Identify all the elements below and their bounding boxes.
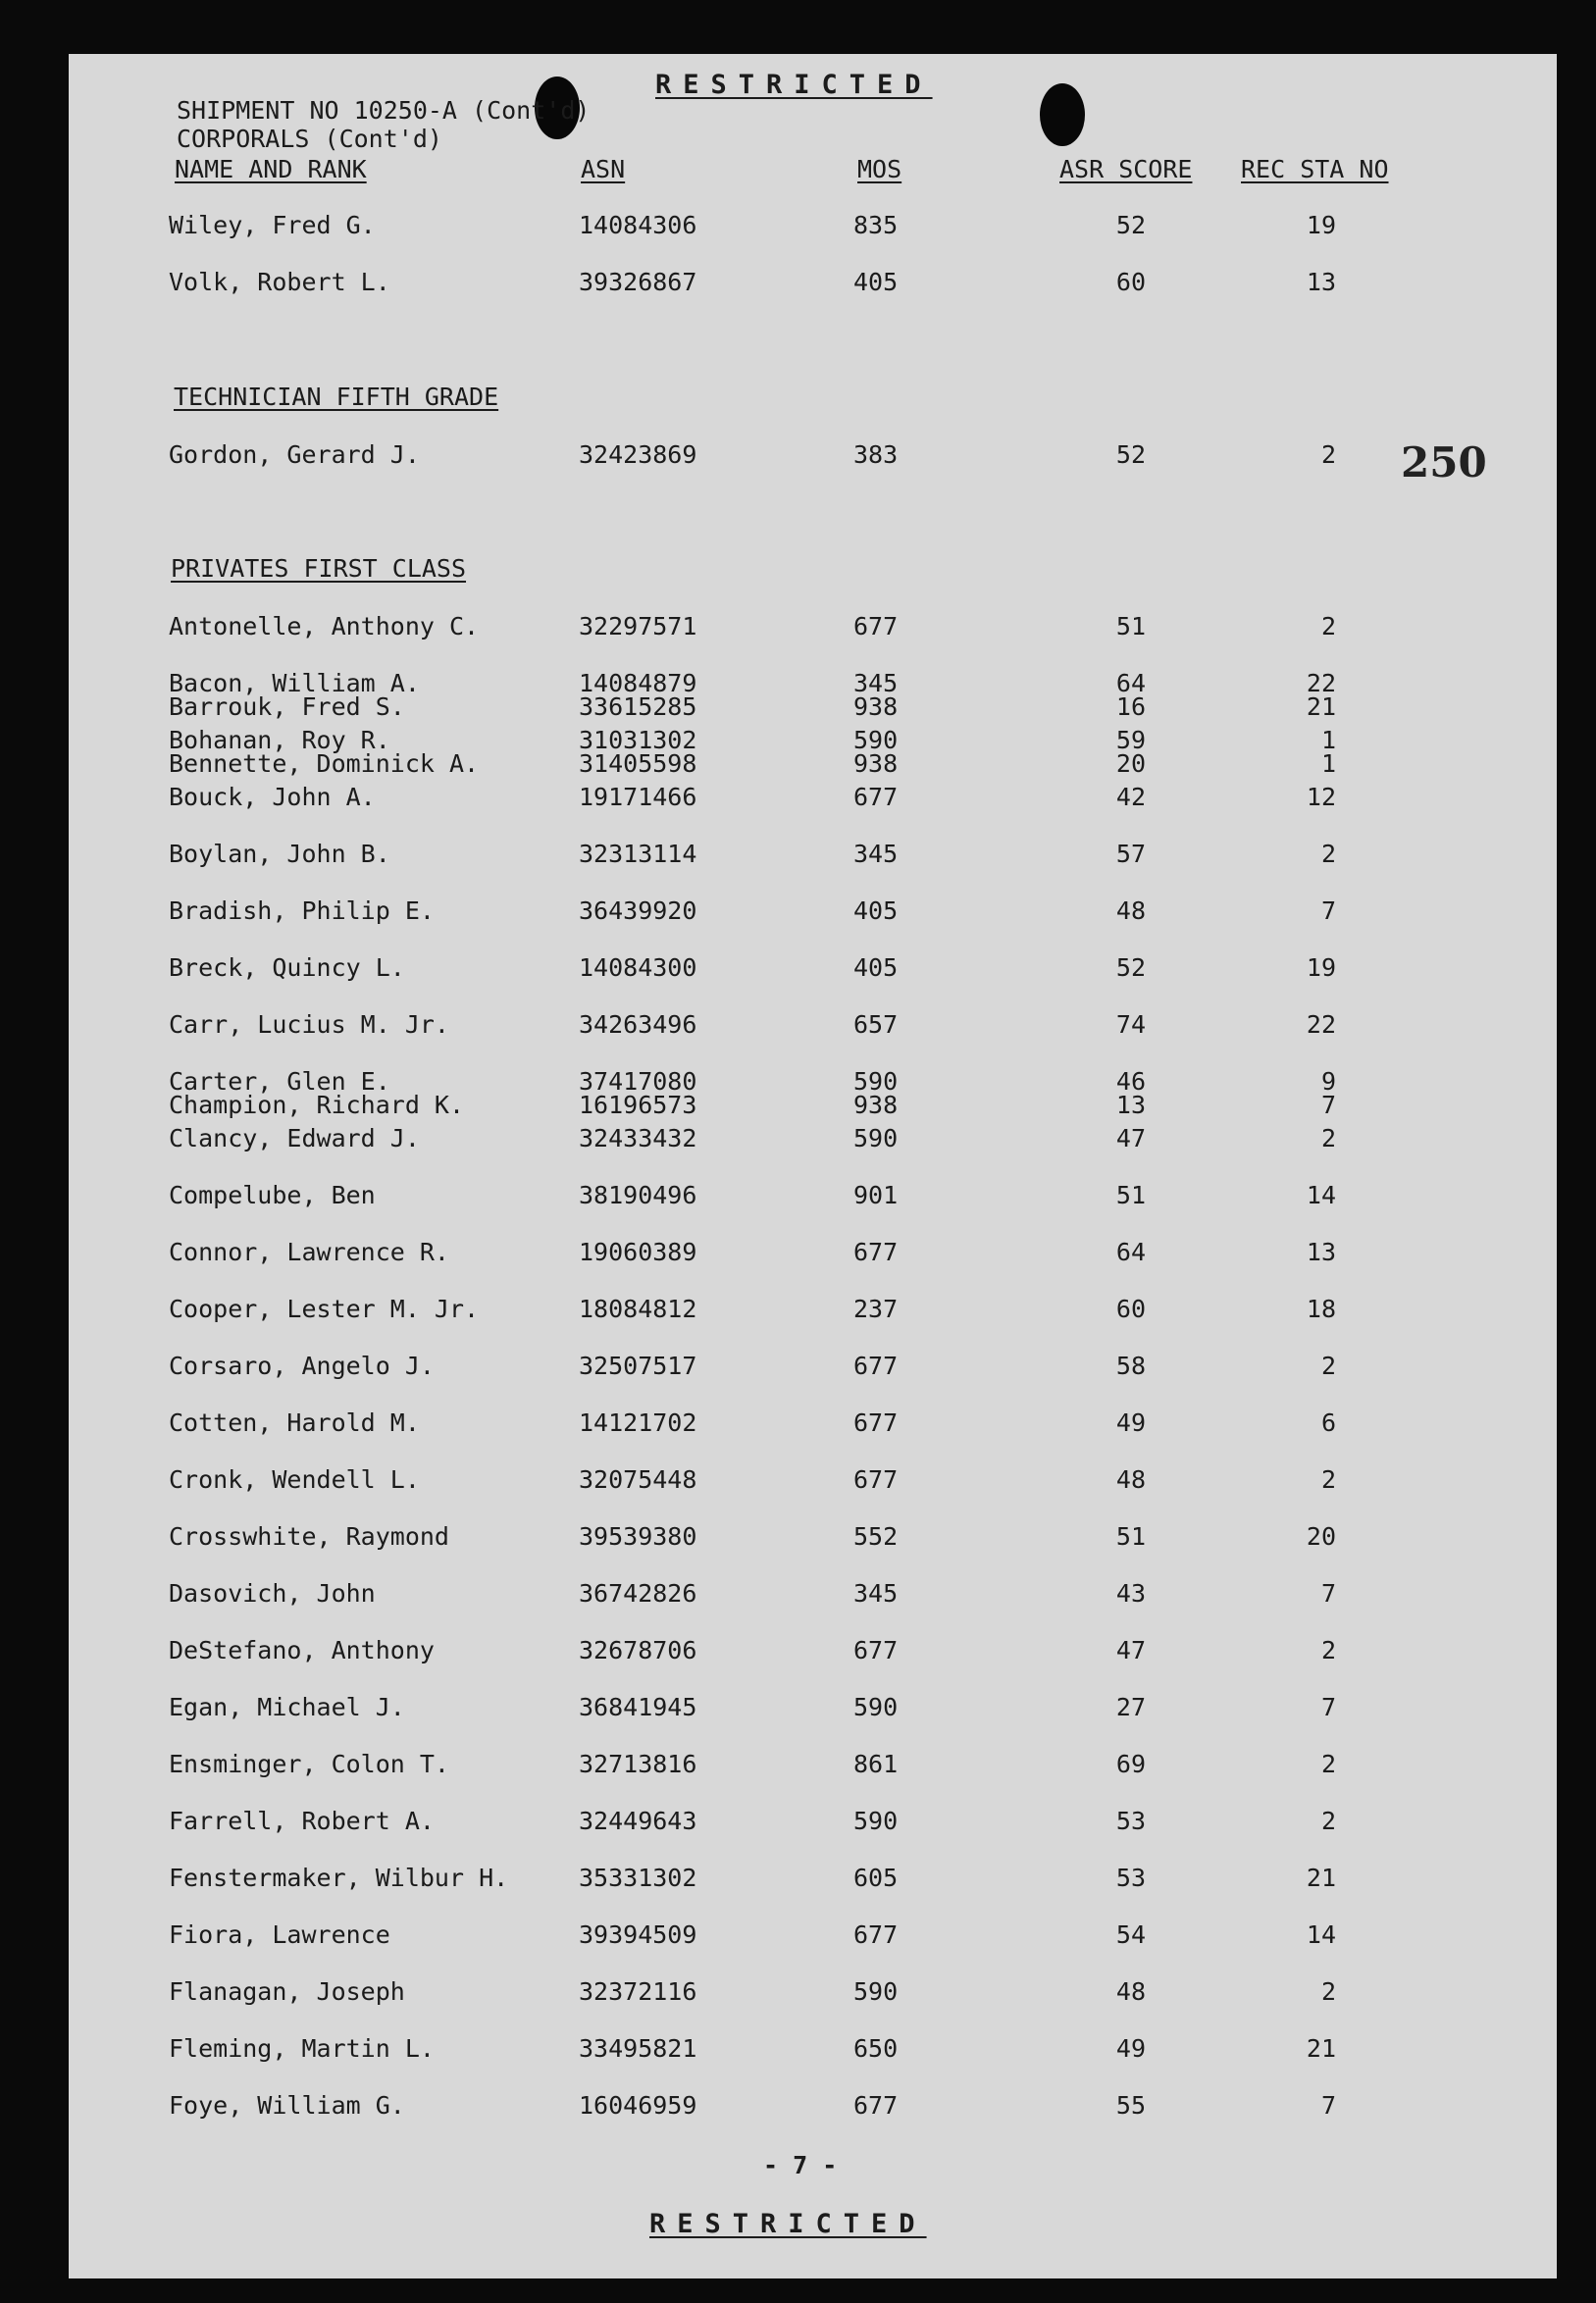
column-header-name: NAME AND RANK bbox=[175, 155, 367, 183]
section-heading-pfc: PRIVATES FIRST CLASS bbox=[171, 554, 467, 583]
punch-hole-right bbox=[1040, 83, 1085, 146]
roster-mos: 861 bbox=[853, 1750, 899, 1778]
roster-name: Cronk, Wendell L. bbox=[169, 1465, 420, 1494]
handwritten-page-number: 250 bbox=[1401, 438, 1487, 486]
roster-rec-sta-no: 1 bbox=[1320, 749, 1336, 778]
roster-asn: 32313114 bbox=[579, 840, 697, 868]
roster-name: Crosswhite, Raymond bbox=[169, 1522, 449, 1551]
roster-row bbox=[0, 2034, 1596, 2064]
roster-rec-sta-no: 21 bbox=[1306, 692, 1336, 721]
roster-asr-score: 48 bbox=[1115, 1465, 1146, 1494]
roster-name: Farrell, Robert A. bbox=[169, 1807, 435, 1835]
roster-mos: 938 bbox=[853, 749, 899, 778]
roster-row bbox=[0, 840, 1596, 869]
roster-mos: 901 bbox=[853, 1181, 899, 1209]
roster-asn: 37417080 bbox=[579, 1067, 697, 1096]
roster-row bbox=[0, 1807, 1596, 1836]
roster-row bbox=[0, 1181, 1596, 1210]
roster-row bbox=[0, 1352, 1596, 1381]
roster-row bbox=[0, 1579, 1596, 1609]
roster-name: Gordon, Gerard J. bbox=[169, 440, 420, 469]
roster-rec-sta-no: 7 bbox=[1320, 1579, 1336, 1608]
roster-name: Connor, Lawrence R. bbox=[169, 1238, 449, 1266]
roster-mos: 405 bbox=[853, 896, 899, 925]
roster-mos: 383 bbox=[853, 440, 899, 469]
roster-row bbox=[0, 783, 1596, 812]
roster-asn: 33615285 bbox=[579, 692, 697, 721]
roster-asn: 33495821 bbox=[579, 2034, 697, 2063]
roster-mos: 590 bbox=[853, 1693, 899, 1721]
roster-asn: 39394509 bbox=[579, 1920, 697, 1949]
roster-asn: 35331302 bbox=[579, 1864, 697, 1892]
roster-mos: 345 bbox=[853, 1579, 899, 1608]
roster-rec-sta-no: 7 bbox=[1320, 1693, 1336, 1721]
roster-asn: 19171466 bbox=[579, 783, 697, 811]
roster-mos: 677 bbox=[853, 1465, 899, 1494]
roster-name: Carr, Lucius M. Jr. bbox=[169, 1010, 449, 1039]
roster-asn: 34263496 bbox=[579, 1010, 697, 1039]
roster-asn: 16196573 bbox=[579, 1091, 697, 1119]
roster-name: Corsaro, Angelo J. bbox=[169, 1352, 435, 1380]
roster-name: Antonelle, Anthony C. bbox=[169, 612, 480, 640]
restricted-stamp-top: RESTRICTED bbox=[655, 70, 933, 100]
roster-row bbox=[0, 1295, 1596, 1324]
roster-rec-sta-no: 2 bbox=[1320, 840, 1336, 868]
roster-mos: 835 bbox=[853, 211, 899, 239]
roster-asn: 31405598 bbox=[579, 749, 697, 778]
roster-asr-score: 54 bbox=[1115, 1920, 1146, 1949]
roster-row bbox=[0, 612, 1596, 641]
roster-mos: 677 bbox=[853, 612, 899, 640]
roster-name: Egan, Michael J. bbox=[169, 1693, 405, 1721]
roster-row bbox=[0, 1864, 1596, 1893]
roster-mos: 552 bbox=[853, 1522, 899, 1551]
roster-rec-sta-no: 2 bbox=[1320, 1750, 1336, 1778]
roster-row bbox=[0, 1636, 1596, 1665]
column-header-mos: MOS bbox=[857, 155, 902, 183]
roster-asr-score: 55 bbox=[1115, 2091, 1146, 2120]
roster-asn: 36439920 bbox=[579, 896, 697, 925]
roster-asr-score: 49 bbox=[1115, 1408, 1146, 1437]
roster-row bbox=[0, 1238, 1596, 1267]
roster-mos: 677 bbox=[853, 1352, 899, 1380]
page-number: - 7 - bbox=[763, 2151, 838, 2179]
roster-rec-sta-no: 22 bbox=[1306, 1010, 1336, 1039]
roster-rec-sta-no: 2 bbox=[1320, 440, 1336, 469]
roster-name: Champion, Richard K. bbox=[169, 1091, 465, 1119]
roster-asn: 32075448 bbox=[579, 1465, 697, 1494]
roster-mos: 938 bbox=[853, 1091, 899, 1119]
roster-asn: 32433432 bbox=[579, 1124, 697, 1152]
roster-asn: 14121702 bbox=[579, 1408, 697, 1437]
section-heading-tech5: TECHNICIAN FIFTH GRADE bbox=[174, 383, 499, 411]
roster-asn: 32372116 bbox=[579, 1977, 697, 2006]
roster-rec-sta-no: 19 bbox=[1306, 953, 1336, 982]
roster-rec-sta-no: 12 bbox=[1306, 783, 1336, 811]
roster-name: Flanagan, Joseph bbox=[169, 1977, 405, 2006]
roster-row bbox=[0, 1124, 1596, 1153]
roster-mos: 345 bbox=[853, 840, 899, 868]
roster-rec-sta-no: 20 bbox=[1306, 1522, 1336, 1551]
roster-mos: 677 bbox=[853, 2091, 899, 2120]
roster-asn: 39326867 bbox=[579, 268, 697, 296]
roster-asn: 31031302 bbox=[579, 726, 697, 754]
roster-asr-score: 48 bbox=[1115, 896, 1146, 925]
roster-asr-score: 52 bbox=[1115, 440, 1146, 469]
roster-asr-score: 42 bbox=[1115, 783, 1146, 811]
roster-mos: 938 bbox=[853, 692, 899, 721]
roster-mos: 677 bbox=[853, 1408, 899, 1437]
roster-rec-sta-no: 14 bbox=[1306, 1920, 1336, 1949]
roster-asn: 16046959 bbox=[579, 2091, 697, 2120]
roster-rec-sta-no: 22 bbox=[1306, 669, 1336, 697]
roster-name: Bohanan, Roy R. bbox=[169, 726, 390, 754]
roster-asn: 32297571 bbox=[579, 612, 697, 640]
roster-row bbox=[0, 1920, 1596, 1950]
roster-rec-sta-no: 2 bbox=[1320, 1977, 1336, 2006]
roster-rec-sta-no: 2 bbox=[1320, 1807, 1336, 1835]
roster-mos: 677 bbox=[853, 1238, 899, 1266]
roster-row bbox=[0, 1091, 1596, 1120]
roster-asr-score: 60 bbox=[1115, 1295, 1146, 1323]
roster-mos: 405 bbox=[853, 268, 899, 296]
roster-mos: 405 bbox=[853, 953, 899, 982]
roster-asr-score: 57 bbox=[1115, 840, 1146, 868]
roster-asn: 18084812 bbox=[579, 1295, 697, 1323]
category-title: CORPORALS (Cont'd) bbox=[177, 125, 442, 153]
restricted-stamp-bottom: RESTRICTED bbox=[649, 2209, 927, 2239]
roster-name: Fenstermaker, Wilbur H. bbox=[169, 1864, 509, 1892]
roster-row bbox=[0, 211, 1596, 240]
roster-name: Ensminger, Colon T. bbox=[169, 1750, 449, 1778]
roster-rec-sta-no: 7 bbox=[1320, 1091, 1336, 1119]
roster-rec-sta-no: 2 bbox=[1320, 612, 1336, 640]
roster-asr-score: 13 bbox=[1115, 1091, 1146, 1119]
roster-asr-score: 53 bbox=[1115, 1864, 1146, 1892]
roster-rec-sta-no: 21 bbox=[1306, 2034, 1336, 2063]
column-header-asn: ASN bbox=[581, 155, 626, 183]
roster-rec-sta-no: 2 bbox=[1320, 1124, 1336, 1152]
roster-rec-sta-no: 19 bbox=[1306, 211, 1336, 239]
roster-mos: 590 bbox=[853, 1807, 899, 1835]
roster-rec-sta-no: 13 bbox=[1306, 1238, 1336, 1266]
roster-asr-score: 20 bbox=[1115, 749, 1146, 778]
roster-asn: 14084306 bbox=[579, 211, 697, 239]
roster-mos: 590 bbox=[853, 726, 899, 754]
roster-asn: 32678706 bbox=[579, 1636, 697, 1664]
roster-rec-sta-no: 2 bbox=[1320, 1636, 1336, 1664]
roster-asn: 32713816 bbox=[579, 1750, 697, 1778]
roster-asr-score: 53 bbox=[1115, 1807, 1146, 1835]
roster-asr-score: 52 bbox=[1115, 953, 1146, 982]
roster-asn: 14084300 bbox=[579, 953, 697, 982]
roster-mos: 677 bbox=[853, 783, 899, 811]
roster-row bbox=[0, 896, 1596, 926]
roster-name: Cotten, Harold M. bbox=[169, 1408, 420, 1437]
roster-name: Barrouk, Fred S. bbox=[169, 692, 405, 721]
roster-asr-score: 51 bbox=[1115, 612, 1146, 640]
roster-rec-sta-no: 18 bbox=[1306, 1295, 1336, 1323]
roster-asr-score: 48 bbox=[1115, 1977, 1146, 2006]
roster-rec-sta-no: 9 bbox=[1320, 1067, 1336, 1096]
roster-row bbox=[0, 1010, 1596, 1040]
roster-mos: 677 bbox=[853, 1636, 899, 1664]
roster-asn: 38190496 bbox=[579, 1181, 697, 1209]
roster-asr-score: 60 bbox=[1115, 268, 1146, 296]
roster-rec-sta-no: 14 bbox=[1306, 1181, 1336, 1209]
roster-asr-score: 74 bbox=[1115, 1010, 1146, 1039]
roster-mos: 605 bbox=[853, 1864, 899, 1892]
roster-asr-score: 58 bbox=[1115, 1352, 1146, 1380]
roster-name: Clancy, Edward J. bbox=[169, 1124, 420, 1152]
roster-row bbox=[0, 440, 1596, 470]
roster-asr-score: 64 bbox=[1115, 669, 1146, 697]
roster-name: Carter, Glen E. bbox=[169, 1067, 390, 1096]
roster-asr-score: 51 bbox=[1115, 1522, 1146, 1551]
roster-row bbox=[0, 749, 1596, 779]
roster-row bbox=[0, 2091, 1596, 2121]
roster-row bbox=[0, 1465, 1596, 1495]
shipment-title: SHIPMENT NO 10250-A (Cont'd) bbox=[177, 96, 591, 125]
roster-asr-score: 49 bbox=[1115, 2034, 1146, 2063]
roster-asr-score: 46 bbox=[1115, 1067, 1146, 1096]
roster-rec-sta-no: 6 bbox=[1320, 1408, 1336, 1437]
roster-asn: 39539380 bbox=[579, 1522, 697, 1551]
roster-row bbox=[0, 953, 1596, 983]
roster-name: Wiley, Fred G. bbox=[169, 211, 376, 239]
roster-name: Bacon, William A. bbox=[169, 669, 420, 697]
roster-row bbox=[0, 1693, 1596, 1722]
roster-name: Breck, Quincy L. bbox=[169, 953, 405, 982]
roster-name: Compelube, Ben bbox=[169, 1181, 376, 1209]
roster-asr-score: 27 bbox=[1115, 1693, 1146, 1721]
roster-name: Bouck, John A. bbox=[169, 783, 376, 811]
column-header-rec: REC STA NO bbox=[1241, 155, 1389, 183]
roster-name: Foye, William G. bbox=[169, 2091, 405, 2120]
roster-mos: 650 bbox=[853, 2034, 899, 2063]
roster-mos: 237 bbox=[853, 1295, 899, 1323]
roster-asr-score: 52 bbox=[1115, 211, 1146, 239]
roster-row bbox=[0, 692, 1596, 722]
roster-asr-score: 69 bbox=[1115, 1750, 1146, 1778]
roster-name: Bennette, Dominick A. bbox=[169, 749, 480, 778]
roster-rec-sta-no: 1 bbox=[1320, 726, 1336, 754]
roster-row bbox=[0, 268, 1596, 297]
roster-name: Fleming, Martin L. bbox=[169, 2034, 435, 2063]
roster-name: Volk, Robert L. bbox=[169, 268, 390, 296]
roster-asr-score: 47 bbox=[1115, 1124, 1146, 1152]
roster-mos: 590 bbox=[853, 1124, 899, 1152]
roster-rec-sta-no: 2 bbox=[1320, 1352, 1336, 1380]
roster-mos: 590 bbox=[853, 1067, 899, 1096]
roster-asn: 36742826 bbox=[579, 1579, 697, 1608]
roster-rec-sta-no: 7 bbox=[1320, 896, 1336, 925]
roster-name: Boylan, John B. bbox=[169, 840, 390, 868]
roster-row bbox=[0, 1977, 1596, 2007]
roster-name: DeStefano, Anthony bbox=[169, 1636, 435, 1664]
roster-name: Fiora, Lawrence bbox=[169, 1920, 390, 1949]
roster-asr-score: 59 bbox=[1115, 726, 1146, 754]
roster-row bbox=[0, 1408, 1596, 1438]
roster-asn: 14084879 bbox=[579, 669, 697, 697]
roster-asn: 32507517 bbox=[579, 1352, 697, 1380]
roster-row bbox=[0, 1522, 1596, 1552]
roster-mos: 590 bbox=[853, 1977, 899, 2006]
roster-asr-score: 47 bbox=[1115, 1636, 1146, 1664]
roster-mos: 677 bbox=[853, 1920, 899, 1949]
roster-asn: 19060389 bbox=[579, 1238, 697, 1266]
roster-rec-sta-no: 21 bbox=[1306, 1864, 1336, 1892]
roster-asr-score: 16 bbox=[1115, 692, 1146, 721]
roster-mos: 657 bbox=[853, 1010, 899, 1039]
roster-mos: 345 bbox=[853, 669, 899, 697]
roster-asn: 32423869 bbox=[579, 440, 697, 469]
roster-asn: 32449643 bbox=[579, 1807, 697, 1835]
roster-name: Dasovich, John bbox=[169, 1579, 376, 1608]
roster-name: Bradish, Philip E. bbox=[169, 896, 435, 925]
roster-rec-sta-no: 13 bbox=[1306, 268, 1336, 296]
roster-asr-score: 51 bbox=[1115, 1181, 1146, 1209]
roster-name: Cooper, Lester M. Jr. bbox=[169, 1295, 480, 1323]
roster-rec-sta-no: 2 bbox=[1320, 1465, 1336, 1494]
roster-asr-score: 64 bbox=[1115, 1238, 1146, 1266]
roster-row bbox=[0, 1750, 1596, 1779]
column-header-asr: ASR SCORE bbox=[1059, 155, 1193, 183]
roster-rec-sta-no: 7 bbox=[1320, 2091, 1336, 2120]
roster-asn: 36841945 bbox=[579, 1693, 697, 1721]
roster-asr-score: 43 bbox=[1115, 1579, 1146, 1608]
